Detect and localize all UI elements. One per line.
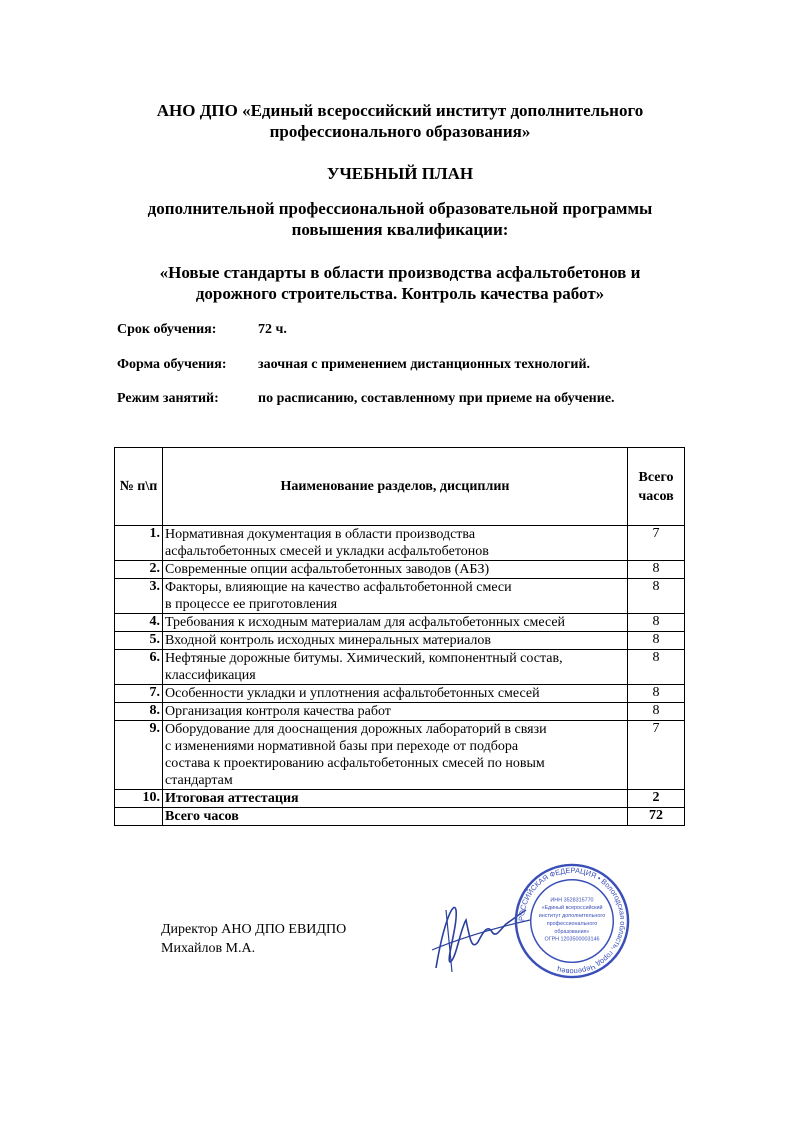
row-hours: 7 [628, 721, 685, 790]
form-label: Форма обучения: [117, 357, 227, 372]
program-title: «Новые стандарты в области производства асфальтобетонов и дорожного строительства. Контроль качества работ» [159, 263, 641, 303]
duration-value: 72 ч. [258, 322, 287, 337]
director-title: Директор АНО ДПО ЕВИДПО [161, 922, 347, 937]
official-stamp [513, 862, 631, 980]
row-number [115, 808, 163, 826]
row-hours: 8 [628, 632, 685, 650]
row-hours: 7 [628, 526, 685, 561]
table-row [115, 721, 685, 790]
total-hours-row [115, 808, 685, 826]
document-subtitle: дополнительной профессиональной образовательной программы повышения квалификации: [147, 199, 653, 239]
svg-text:ИНН 3528315770: ИНН 3528315770 [550, 897, 594, 904]
row-number: 9. [115, 721, 163, 790]
stamp-ring-path: РОССИЙСКАЯ ФЕДЕРАЦИЯ • Вологодская область, город Череповец [516, 865, 628, 977]
row-number: 1. [115, 526, 163, 561]
organization-title: АНО ДПО «Единый всероссийский институт дополнительного профессионального образования» [156, 101, 644, 141]
row-discipline: Всего часов [163, 808, 628, 826]
row-number: 7. [115, 685, 163, 703]
row-hours: 8 [628, 579, 685, 614]
svg-text:институт дополнительного: институт дополнительного [538, 913, 606, 920]
curriculum-table [114, 447, 685, 826]
row-discipline: Нормативная документация в области производства асфальтобетонных смесей и укладки асфальтобетонов [163, 526, 628, 561]
final-attestation-row [115, 790, 685, 808]
table-row [115, 650, 685, 685]
table-row [115, 526, 685, 561]
row-hours: 72 [628, 808, 685, 826]
row-number: 2. [115, 561, 163, 579]
svg-text:профессионального: профессионального [546, 920, 598, 927]
table-row [115, 703, 685, 721]
header-num: № п\п [115, 448, 163, 526]
mode-value: по расписанию, составленному при приеме на обучение. [258, 391, 615, 406]
table-row [115, 632, 685, 650]
row-number: 5. [115, 632, 163, 650]
svg-text:«Единый всероссийский: «Единый всероссийский [541, 905, 603, 912]
svg-text:ОГРН 1203500003146: ОГРН 1203500003146 [544, 936, 600, 943]
curriculum-body [115, 526, 685, 826]
row-discipline: Особенности укладки и уплотнения асфальтобетонных смесей [163, 685, 628, 703]
row-discipline: Входной контроль исходных минеральных материалов [163, 632, 628, 650]
row-hours: 8 [628, 561, 685, 579]
row-number: 6. [115, 650, 163, 685]
row-discipline: Итоговая аттестация [163, 790, 628, 808]
director-block [161, 920, 346, 958]
row-discipline: Оборудование для дооснащения дорожных лабораторий в связи с изменениями нормативной базы при переходе от подбора состава к проектированию асфальтобетонных смесей по новым стандартам [163, 721, 628, 790]
mode-label: Режим занятий: [117, 391, 219, 406]
row-discipline: Нефтяные дорожные битумы. Химический, компонентный состав, классификация [163, 650, 628, 685]
row-number: 3. [115, 579, 163, 614]
row-number: 10. [115, 790, 163, 808]
table-row [115, 614, 685, 632]
duration-label: Срок обучения: [117, 322, 217, 337]
document-title: УЧЕБНЫЙ ПЛАН [326, 164, 474, 183]
director-name: Михайлов М.А. [161, 941, 256, 956]
row-number: 4. [115, 614, 163, 632]
row-discipline: Требования к исходным материалам для асфальтобетонных смесей [163, 614, 628, 632]
row-hours: 8 [628, 614, 685, 632]
table-row [115, 561, 685, 579]
form-value: заочная с применением дистанционных технологий. [258, 357, 591, 372]
svg-text:образования»: образования» [554, 928, 590, 935]
table-row [115, 685, 685, 703]
row-hours: 8 [628, 685, 685, 703]
row-discipline: Современные опции асфальтобетонных заводов (АБЗ) [163, 561, 628, 579]
header-name: Наименование разделов, дисциплин [163, 448, 628, 526]
row-hours: 2 [628, 790, 685, 808]
row-discipline: Факторы, влияющие на качество асфальтобетонной смеси в процессе ее приготовления [163, 579, 628, 614]
row-hours: 8 [628, 650, 685, 685]
row-hours: 8 [628, 703, 685, 721]
row-discipline: Организация контроля качества работ [163, 703, 628, 721]
header-hours: Всего часов [628, 448, 685, 526]
stamp-center-text [539, 897, 605, 942]
row-number: 8. [115, 703, 163, 721]
table-row [115, 579, 685, 614]
